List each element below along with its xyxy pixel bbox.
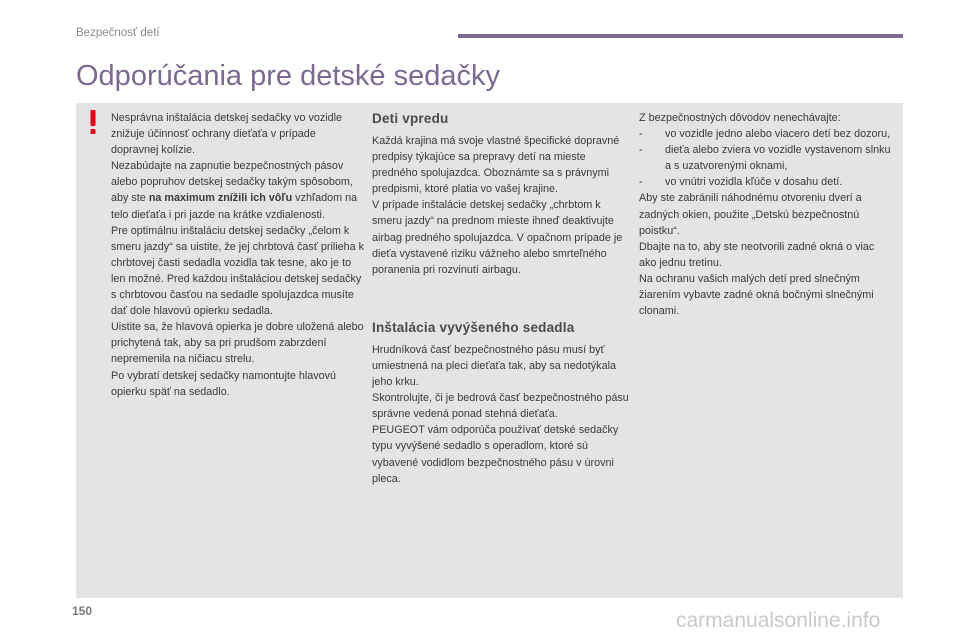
safety-list bbox=[639, 126, 894, 190]
list-item: - vo vozidle jedno alebo viacero detí bez dozoru, bbox=[639, 128, 891, 141]
watermark: carmanualsonline.info bbox=[676, 609, 881, 632]
emphasis-text: na maximum znížili ich vôľu bbox=[148, 192, 293, 205]
warning-paragraph: Nezabúdajte na zapnutie bezpečnostných pásov alebo popruhov detskej sedačky takým spôsobom, aby ste na maximum znížili ich vôľu vzhľadom na telo dieťaťa i pri jazde na krátke vzdialenosti. bbox=[111, 160, 358, 221]
list-item: - dieťa alebo zviera vo vozidle vystavenom slnku a s uzatvorenými oknami, bbox=[639, 144, 891, 173]
warning-paragraph: Pre optimálnu inštaláciu detskej sedačky „čelom k smeru jazdy“ sa uistite, že jej chrbtová časť prilieha k chrbtovej časti sedadla vozidla tak tesne, ako je to len možné. Pred každou inštaláciou detskej sedačky s chrbtovou časťou na sedadle spolujazdca musíte dať dole hlavovú opierku sedadla. bbox=[111, 224, 365, 318]
page-number: 150 bbox=[72, 604, 93, 618]
list-item: - vo vnútri vozidla kľúče v dosahu detí. bbox=[639, 176, 843, 189]
body-paragraph: Dbajte na to, aby ste neotvorili zadné okná o viac ako jednu tretinu. bbox=[639, 240, 875, 269]
page-title: Odporúčania pre detské sedačky bbox=[76, 60, 500, 92]
body-paragraph: V prípade inštalácie detskej sedačky „chrbtom k smeru jazdy“ na prednom mieste ihneď deaktivujte airbag predného spolujazdca. V opačnom prípade je dieťa vystavené riziku vážneho alebo smrteľného poranenia pri rozvinutí airbagu. bbox=[372, 199, 623, 276]
body-paragraph: Skontrolujte, či je bedrová časť bezpečnostného pásu správne vedená ponad stehná dieťaťa. bbox=[372, 392, 629, 421]
body-paragraph: Každá krajina má svoje vlastné špecifické dopravné predpisy týkajúce sa prepravy detí na mieste predného spolujazdca. Oboznámte sa s právnymi predpismi, ktoré platia vo vašej krajine. bbox=[372, 135, 620, 196]
section-label: Bezpečnosť detí bbox=[76, 27, 160, 39]
body-paragraph: PEUGEOT vám odporúča používať detské sedačky typu vyvýšené sedadlo s operadlom, ktoré sú vybavené vodidlom bezpečnostného pásu v úrovni pleca. bbox=[372, 424, 619, 485]
header-accent-bar bbox=[458, 34, 903, 38]
warning-paragraph: Po vybratí detskej sedačky namontujte hlavovú opierku späť na sedadlo. bbox=[111, 369, 337, 398]
warning-paragraph: Uistite sa, že hlavová opierka je dobre uložená alebo prichytená tak, aby sa pri prudšom zabrzdení nepremenila na ničiacu strelu. bbox=[111, 321, 364, 366]
middle-column bbox=[372, 111, 630, 487]
body-paragraph: Hrudníková časť bezpečnostného pásu musí byť umiestnená na pleci dieťaťa tak, aby sa nedotýkala jeho krku. bbox=[372, 343, 616, 389]
body-paragraph: Aby ste zabránili náhodnému otvoreniu dverí a zadných okien, použite „Detskú bezpečnostnú poistku“. bbox=[639, 192, 862, 237]
warning-paragraph: Nesprávna inštalácia detskej sedačky vo vozidle znižuje účinnosť ochrany dieťaťa v prípade dopravnej kolízie. bbox=[111, 112, 343, 157]
section-heading-booster-seat: Inštalácia vyvýšeného sedadla bbox=[372, 319, 575, 335]
list-intro: Z bezpečnostných dôvodov nenechávajte: bbox=[639, 112, 841, 124]
section-heading-front-children: Deti vpredu bbox=[372, 111, 449, 126]
right-column bbox=[639, 110, 894, 319]
body-paragraph: Na ochranu vašich malých detí pred slnečným žiarením vybavte zadné okná bočnými slnečnými clonami. bbox=[639, 272, 874, 318]
exclamation-icon bbox=[86, 109, 100, 135]
warning-column bbox=[111, 110, 366, 400]
